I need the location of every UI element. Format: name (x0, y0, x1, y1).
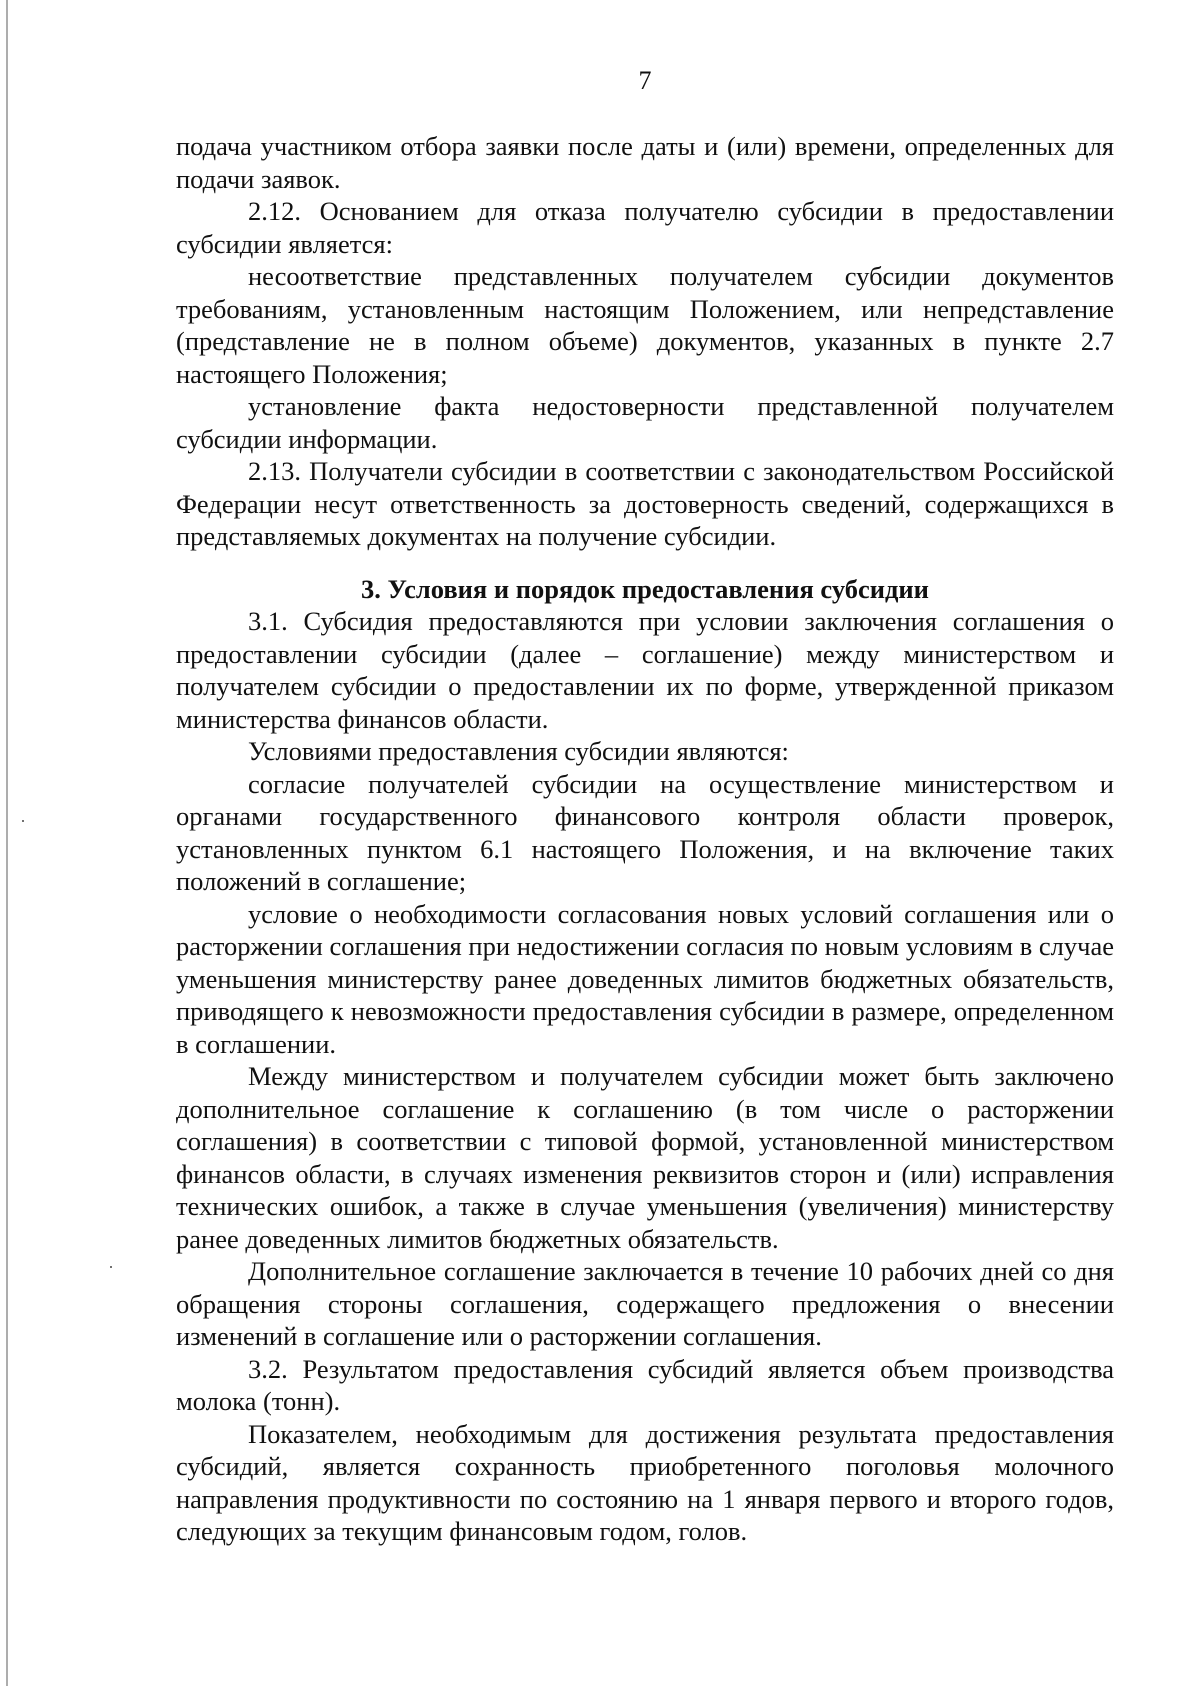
paragraph: Дополнительное соглашение заключается в течение 10 рабочих дней со дня обращения стороны соглашения, содержащего предложения о внесении изменений в соглашение или о расторжении соглашения. (176, 1256, 1114, 1351)
document-body (176, 130, 1114, 1548)
page-number: 7 (638, 66, 652, 95)
section-heading: 3. Условия и порядок предоставления субсидии (361, 573, 929, 604)
paragraph: подача участником отбора заявки после даты и (или) времени, определенных для подачи заявок. (176, 131, 1114, 194)
paragraph: условие о необходимости согласования новых условий соглашения или о расторжении соглашения при недостижении согласия по новым условиям в случае уменьшения министерству ранее доведенных лимитов бюджетных обязательств, приводящего к невозможности предоставления субсидии в размере, определенном в соглашении. (176, 898, 1114, 1059)
paragraph: Показателем, необходимым для достижения результата предоставления субсидий, является сохранность приобретенного поголовья молочного направления продуктивности по состоянию на 1 января первого и второго годов, следующих за текущим финансовым годом, голов. (176, 1418, 1114, 1546)
scan-edge-line (6, 0, 8, 1686)
paragraph: Условиями предоставления субсидии являются: (248, 736, 789, 766)
paragraph: 2.12. Основанием для отказа получателю субсидии в предоставлении субсидии является: (176, 196, 1114, 259)
paragraph: 2.13. Получатели субсидии в соответствии с законодательством Российской Федерации несут ответственность за достоверность сведений, содержащихся в представляемых документах на получение субсидии. (176, 456, 1114, 551)
scan-speck (22, 820, 24, 822)
paragraph: Между министерством и получателем субсидии может быть заключено дополнительное соглашение к соглашению (в том числе о расторжении соглашения) в соответствии с типовой формой, установленной министерством финансов области, в случаях изменения реквизитов сторон и (или) исправления технических ошибок, а также в случае уменьшения (увеличения) министерству ранее доведенных лимитов бюджетных обязательств. (176, 1061, 1114, 1254)
paragraph: согласие получателей субсидии на осуществление министерством и органами государственного финансового контроля области проверок, установленных пунктом 6.1 настоящего Положения, и на включение таких положений в соглашение; (176, 768, 1114, 896)
paragraph: несоответствие представленных получателем субсидии документов требованиям, установленным настоящим Положением, или непредставление (представление не в полном объеме) документов, указанных в пункте 2.7 настоящего Положения; (176, 261, 1114, 389)
paragraph: 3.2. Результатом предоставления субсидий является объем производства молока (тонн). (176, 1353, 1114, 1416)
paragraph: установление факта недостоверности представленной получателем субсидии информации. (176, 391, 1114, 454)
scan-speck (110, 1266, 112, 1268)
paragraph: 3.1. Субсидия предоставляются при условии заключения соглашения о предоставлении субсидии (далее – соглашение) между министерством и получателем субсидии о предоставлении их по форме, утвержденной приказом министерства финансов области. (176, 606, 1114, 734)
